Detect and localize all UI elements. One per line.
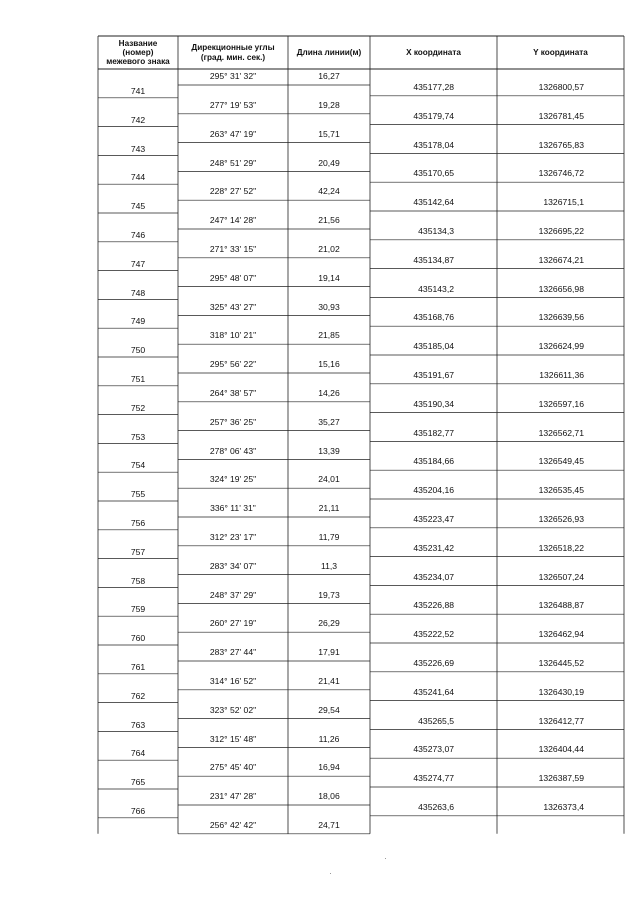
y-coordinate: 1326597,16 <box>538 398 584 409</box>
x-coordinate: 435274,77 <box>413 773 454 784</box>
x-coordinate: 435168,76 <box>413 312 454 323</box>
y-coordinate: 1326549,45 <box>538 456 584 467</box>
y-coordinate: 1326639,56 <box>538 312 584 323</box>
boundary-point-name: 764 <box>130 748 146 759</box>
x-coordinate: 435184,66 <box>413 456 454 467</box>
y-coordinate: 1326781,45 <box>538 110 584 121</box>
boundary-point-name: 749 <box>130 316 146 327</box>
x-coordinate: 435241,64 <box>413 686 454 697</box>
boundary-point-name: 752 <box>130 402 146 413</box>
y-coordinate: 1326507,24 <box>538 571 584 582</box>
direction-angle: 318° 10' 21" <box>209 330 257 341</box>
scan-speck <box>330 873 331 874</box>
direction-angle: 312° 23' 17" <box>209 532 257 542</box>
line-length: 11,79 <box>318 532 340 542</box>
y-coordinate: 1326562,71 <box>538 427 584 438</box>
boundary-point-name: 754 <box>130 460 146 471</box>
direction-angle: 275° 45' 40" <box>209 762 257 773</box>
line-length: 21,02 <box>318 244 340 254</box>
line-length: 26,29 <box>318 618 340 629</box>
boundary-point-name: 753 <box>130 431 146 442</box>
header-point-name: Название (номер) межевого знака <box>106 38 170 67</box>
x-coordinate: 435142,64 <box>413 197 454 208</box>
y-coordinate: 1326373,4 <box>543 802 584 812</box>
direction-angle: 263° 47' 19" <box>209 128 257 139</box>
boundary-point-name: 742 <box>130 114 146 125</box>
direction-angle: 260° 27' 19" <box>209 618 257 629</box>
y-coordinate: 1326611,36 <box>539 370 584 380</box>
boundary-point-name: 758 <box>130 575 146 586</box>
x-coordinate: 435185,04 <box>413 341 454 352</box>
boundary-point-name: 766 <box>130 806 146 816</box>
direction-angle: 325° 43' 27" <box>209 301 257 312</box>
x-coordinate: 435143,2 <box>418 283 454 294</box>
header-x-coordinate: X координата <box>406 47 461 57</box>
y-coordinate: 1326746,72 <box>538 168 584 179</box>
boundary-point-name: 751 <box>130 374 146 384</box>
y-coordinate: 1326674,21 <box>538 254 584 265</box>
y-coordinate: 1326462,94 <box>538 629 584 640</box>
line-length: 42,24 <box>318 186 340 197</box>
y-coordinate: 1326488,87 <box>538 600 584 611</box>
line-length: 11,3 <box>320 560 338 571</box>
y-coordinate: 1326404,44 <box>538 744 584 755</box>
line-length: 15,71 <box>318 128 340 139</box>
direction-angle: 256° 42' 42" <box>209 820 257 830</box>
line-length: 21,11 <box>318 503 340 514</box>
header-y-coordinate: Y координата <box>533 47 588 57</box>
direction-angle: 278° 06' 43" <box>209 445 257 456</box>
x-coordinate: 435178,04 <box>413 139 454 150</box>
boundary-point-name: 763 <box>130 719 146 730</box>
line-length: 30,93 <box>318 301 340 312</box>
line-length: 24,71 <box>318 820 340 830</box>
x-coordinate: 435263,6 <box>418 802 454 812</box>
direction-angle: 248° 37' 29" <box>209 589 257 600</box>
x-coordinate: 435134,87 <box>413 254 454 265</box>
x-coordinate: 435265,5 <box>418 715 454 726</box>
boundary-point-name: 760 <box>130 633 146 644</box>
y-coordinate: 1326412,77 <box>538 715 584 726</box>
direction-angle: 247° 14' 28" <box>209 215 257 226</box>
boundary-point-name: 757 <box>130 546 146 557</box>
y-coordinate: 1326695,22 <box>538 226 584 236</box>
x-coordinate: 435190,34 <box>413 398 454 409</box>
boundary-point-name: 745 <box>130 201 146 212</box>
y-coordinate: 1326526,93 <box>538 514 584 524</box>
direction-angle: 228° 27' 52" <box>209 186 257 197</box>
y-coordinate: 1326430,19 <box>538 686 584 697</box>
line-length: 18,06 <box>318 791 340 802</box>
x-coordinate: 435134,3 <box>418 226 454 236</box>
line-length: 29,54 <box>318 704 340 715</box>
direction-angle: 257° 36' 25" <box>209 416 257 427</box>
line-length: 21,56 <box>318 215 340 226</box>
direction-angle: 295° 56' 22" <box>209 359 257 370</box>
direction-angle: 283° 34' 07" <box>209 560 257 571</box>
line-length: 19,73 <box>318 589 340 600</box>
direction-angle: 277° 19' 53" <box>209 100 257 110</box>
direction-angle: 314° 16' 52" <box>209 676 257 686</box>
line-length: 20,49 <box>318 157 340 168</box>
y-coordinate: 1326624,99 <box>538 341 584 352</box>
direction-angle: 264° 38' 57" <box>209 388 257 398</box>
boundary-point-name: 762 <box>130 690 146 701</box>
y-coordinate: 1326387,59 <box>538 773 584 784</box>
direction-angle: 271° 33' 15" <box>209 244 257 254</box>
line-length: 19,28 <box>318 100 340 110</box>
direction-angle: 336° 11' 31" <box>210 503 256 514</box>
line-length: 21,41 <box>318 676 340 686</box>
line-length: 35,27 <box>318 416 340 427</box>
direction-angle: 231° 47' 28" <box>209 791 257 802</box>
line-length: 13,39 <box>318 445 340 456</box>
y-coordinate: 1326656,98 <box>538 283 584 294</box>
line-length: 14,26 <box>318 388 340 398</box>
boundary-point-name: 746 <box>130 230 146 240</box>
boundary-point-name: 741 <box>130 86 146 96</box>
direction-angle: 323° 52' 02" <box>209 704 257 715</box>
direction-angle: 283° 27' 44" <box>209 647 257 658</box>
boundary-point-name: 750 <box>130 345 146 356</box>
line-length: 15,16 <box>318 359 340 370</box>
direction-angle: 324° 19' 25" <box>209 474 257 485</box>
x-coordinate: 435179,74 <box>413 110 454 121</box>
boundary-point-name: 748 <box>130 287 146 298</box>
y-coordinate: 1326535,45 <box>538 485 584 496</box>
line-length: 17,91 <box>318 647 340 658</box>
direction-angle: 248° 51' 29" <box>209 157 257 168</box>
line-length: 11,26 <box>318 733 340 744</box>
x-coordinate: 435234,07 <box>413 571 454 582</box>
direction-angle: 312° 15' 48" <box>209 733 257 744</box>
x-coordinate: 435204,16 <box>413 485 454 496</box>
direction-angle: 295° 31' 32" <box>209 71 257 81</box>
direction-angle: 295° 48' 07" <box>209 272 257 283</box>
header-line-length: Длина линии(м) <box>296 47 362 57</box>
boundary-point-name: 744 <box>130 172 146 183</box>
x-coordinate: 435226,88 <box>413 600 454 611</box>
boundary-point-name: 761 <box>130 662 146 672</box>
line-length: 24,01 <box>318 474 340 485</box>
x-coordinate: 435182,77 <box>413 427 454 438</box>
x-coordinate: 435191,67 <box>413 370 454 380</box>
y-coordinate: 1326715,1 <box>543 197 584 208</box>
boundary-point-name: 755 <box>130 489 146 500</box>
x-coordinate: 435222,52 <box>413 629 454 640</box>
x-coordinate: 435170,65 <box>413 168 454 179</box>
line-length: 19,14 <box>318 272 340 283</box>
boundary-point-name: 747 <box>130 258 146 269</box>
scan-speck <box>385 858 386 859</box>
x-coordinate: 435273,07 <box>413 744 454 755</box>
boundary-point-name: 743 <box>130 143 146 154</box>
x-coordinate: 435223,47 <box>413 514 454 524</box>
boundary-point-name: 756 <box>130 518 146 528</box>
y-coordinate: 1326765,83 <box>538 139 584 150</box>
line-length: 16,94 <box>318 762 340 773</box>
y-coordinate: 1326518,22 <box>538 542 584 553</box>
boundary-point-name: 759 <box>130 604 146 615</box>
line-length: 16,27 <box>318 71 340 81</box>
line-length: 21,85 <box>318 330 340 341</box>
boundary-point-name: 765 <box>130 777 146 788</box>
x-coordinate: 435226,69 <box>413 658 454 668</box>
x-coordinate: 435231,42 <box>413 542 454 553</box>
y-coordinate: 1326800,57 <box>538 82 584 92</box>
header-direction-angles: Дирекционные углы (град. мин. сек.) <box>191 43 275 62</box>
x-coordinate: 435177,28 <box>413 82 454 92</box>
y-coordinate: 1326445,52 <box>538 658 584 668</box>
